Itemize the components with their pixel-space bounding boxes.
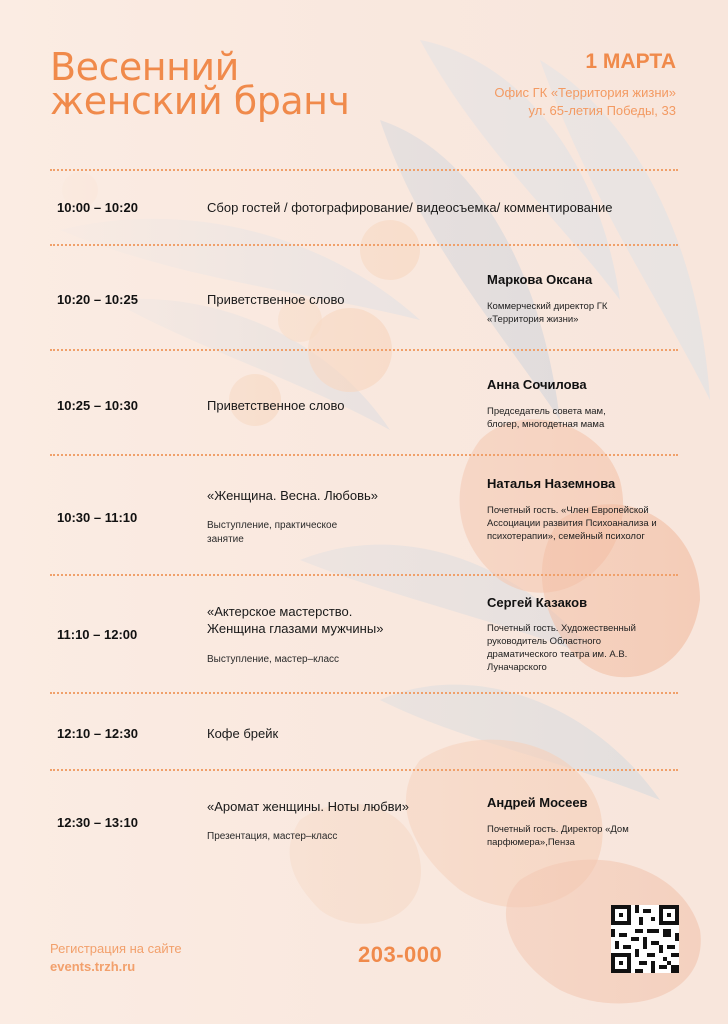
- event-title: [50, 45, 410, 123]
- event-date: 1 МАРТА: [585, 50, 676, 73]
- registration-info: [50, 940, 182, 976]
- schedule-subtitle: Выступление, практическое занятие: [207, 520, 338, 545]
- speaker-role: Председатель совета мам, блогер, многодетная мама: [487, 406, 606, 430]
- speaker-role: Коммерческий директор ГК «Территория жизни»: [487, 301, 608, 325]
- registration-link[interactable]: events.trzh.ru: [50, 959, 136, 974]
- schedule-title: Приветственное слово: [207, 398, 345, 413]
- divider: [50, 769, 678, 771]
- schedule-time: 12:10 – 12:30: [57, 726, 138, 741]
- schedule-title-line-2: Женщина глазами мужчины»: [207, 621, 384, 636]
- venue-line-1: Офис ГК «Территория жизни»: [494, 85, 676, 100]
- divider: [50, 349, 678, 351]
- title-line-2: женский бранч: [50, 79, 350, 123]
- schedule-title: Кофе брейк: [207, 726, 279, 741]
- qr-code-icon[interactable]: [611, 905, 679, 973]
- schedule-title: Сбор гостей / фотографирование/ видеосъемка/ комментирование: [207, 200, 613, 215]
- venue-line-2: ул. 65-летия Победы, 33: [528, 103, 676, 118]
- speaker-name: Андрей Мосеев: [487, 795, 588, 810]
- schedule-time: 10:25 – 10:30: [57, 398, 138, 413]
- schedule-title: «Женщина. Весна. Любовь»: [207, 488, 378, 503]
- divider: [50, 692, 678, 694]
- phone-number[interactable]: 203-000: [358, 942, 443, 967]
- schedule-title-line-1: «Актерское мастерство.: [207, 604, 353, 619]
- registration-label: Регистрация на сайте: [50, 941, 182, 956]
- schedule-time: 10:30 – 11:10: [57, 510, 138, 525]
- event-venue: [494, 84, 676, 120]
- divider: [50, 244, 678, 246]
- schedule-time: 11:10 – 12:00: [57, 627, 138, 642]
- divider: [50, 454, 678, 456]
- speaker-name: Анна Сочилова: [487, 377, 587, 392]
- divider: [50, 169, 678, 171]
- speaker-role: Почетный гость. Директор «Дом парфюмера»,Пенза: [487, 824, 629, 848]
- title-line-1: Весенний: [50, 45, 239, 89]
- schedule-time: 12:30 – 13:10: [57, 815, 138, 830]
- speaker-name: Наталья Наземнова: [487, 476, 616, 491]
- schedule-title: Приветственное слово: [207, 292, 345, 307]
- schedule-time: 10:20 – 10:25: [57, 292, 138, 307]
- speaker-name: Сергей Казаков: [487, 595, 588, 610]
- schedule-subtitle: Презентация, мастер–класс: [207, 831, 338, 842]
- divider: [50, 574, 678, 576]
- schedule-title: «Аромат женщины. Ноты любви»: [207, 799, 410, 814]
- speaker-role: Почетный гость. Художественный руководитель Областного драматического театра им. А.В. Луначарского: [487, 623, 636, 673]
- speaker-role: Почетный гость. «Член Европейской Ассоциации развития Психоанализа и психотерапии», семейный психолог: [487, 505, 657, 542]
- schedule-subtitle: Выступление, мастер–класс: [207, 654, 340, 665]
- schedule-time: 10:00 – 10:20: [57, 200, 138, 215]
- speaker-name: Маркова Оксана: [487, 272, 593, 287]
